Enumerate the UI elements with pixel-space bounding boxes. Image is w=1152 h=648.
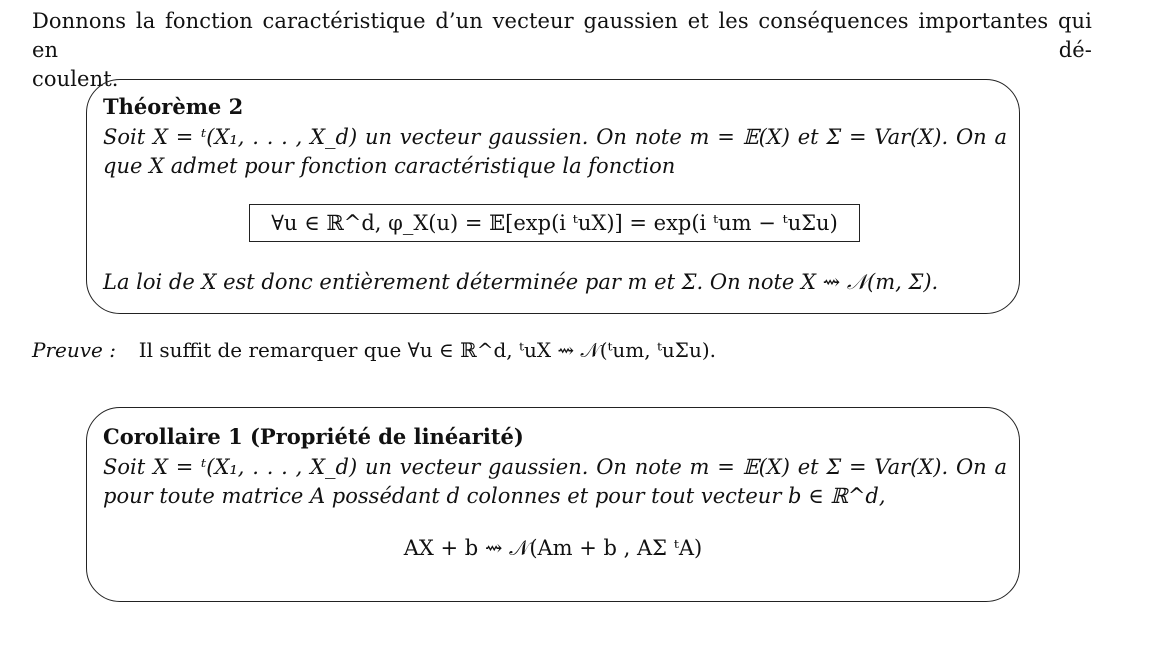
- intro-line-2: coulent.: [32, 67, 119, 91]
- theorem-box: [86, 79, 1020, 314]
- theorem-line-2: que X admet pour fonction caractéristique la fonction: [103, 154, 676, 178]
- corollary-line-2: pour toute matrice A possédant d colonnes et pour tout vecteur b ∈ ℝ^d,: [103, 484, 886, 508]
- corollary-line-1: Soit X = ᵗ(X₁, . . . , X_d) un vecteur gaussien. On note m = 𝔼(X) et Σ = Var(X). On a: [103, 455, 1007, 479]
- linearity-formula: AX + b ⇝ 𝒩(Am + b , AΣ ᵗA): [403, 536, 703, 560]
- theorem-line-1: Soit X = ᵗ(X₁, . . . , X_d) un vecteur gaussien. On note m = 𝔼(X) et Σ = Var(X). On a: [103, 125, 1007, 149]
- intro-line-1: Donnons la fonction caractéristique d’un vecteur gaussien et les conséquences importantes qui en dé-: [32, 9, 1092, 62]
- corollary-title: Corollaire 1 (Propriété de linéarité): [103, 424, 524, 449]
- theorem-conclusion: La loi de X est donc entièrement déterminée par m et Σ. On note X ⇝ 𝒩(m, Σ).: [103, 270, 939, 294]
- proof-paragraph: [32, 336, 716, 364]
- proof-label: Preuve :: [32, 338, 116, 362]
- corollary-box: [86, 407, 1020, 602]
- characteristic-function-formula: ∀u ∈ ℝ^d, φ_X(u) = 𝔼[exp(i ᵗuX)] = exp(i ᵗum − ᵗuΣu): [249, 204, 860, 242]
- proof-text: Il suffit de remarquer que ∀u ∈ ℝ^d, ᵗuX ⇝ 𝒩(ᵗum, ᵗuΣu).: [138, 338, 716, 362]
- theorem-title: Théorème 2: [103, 94, 244, 119]
